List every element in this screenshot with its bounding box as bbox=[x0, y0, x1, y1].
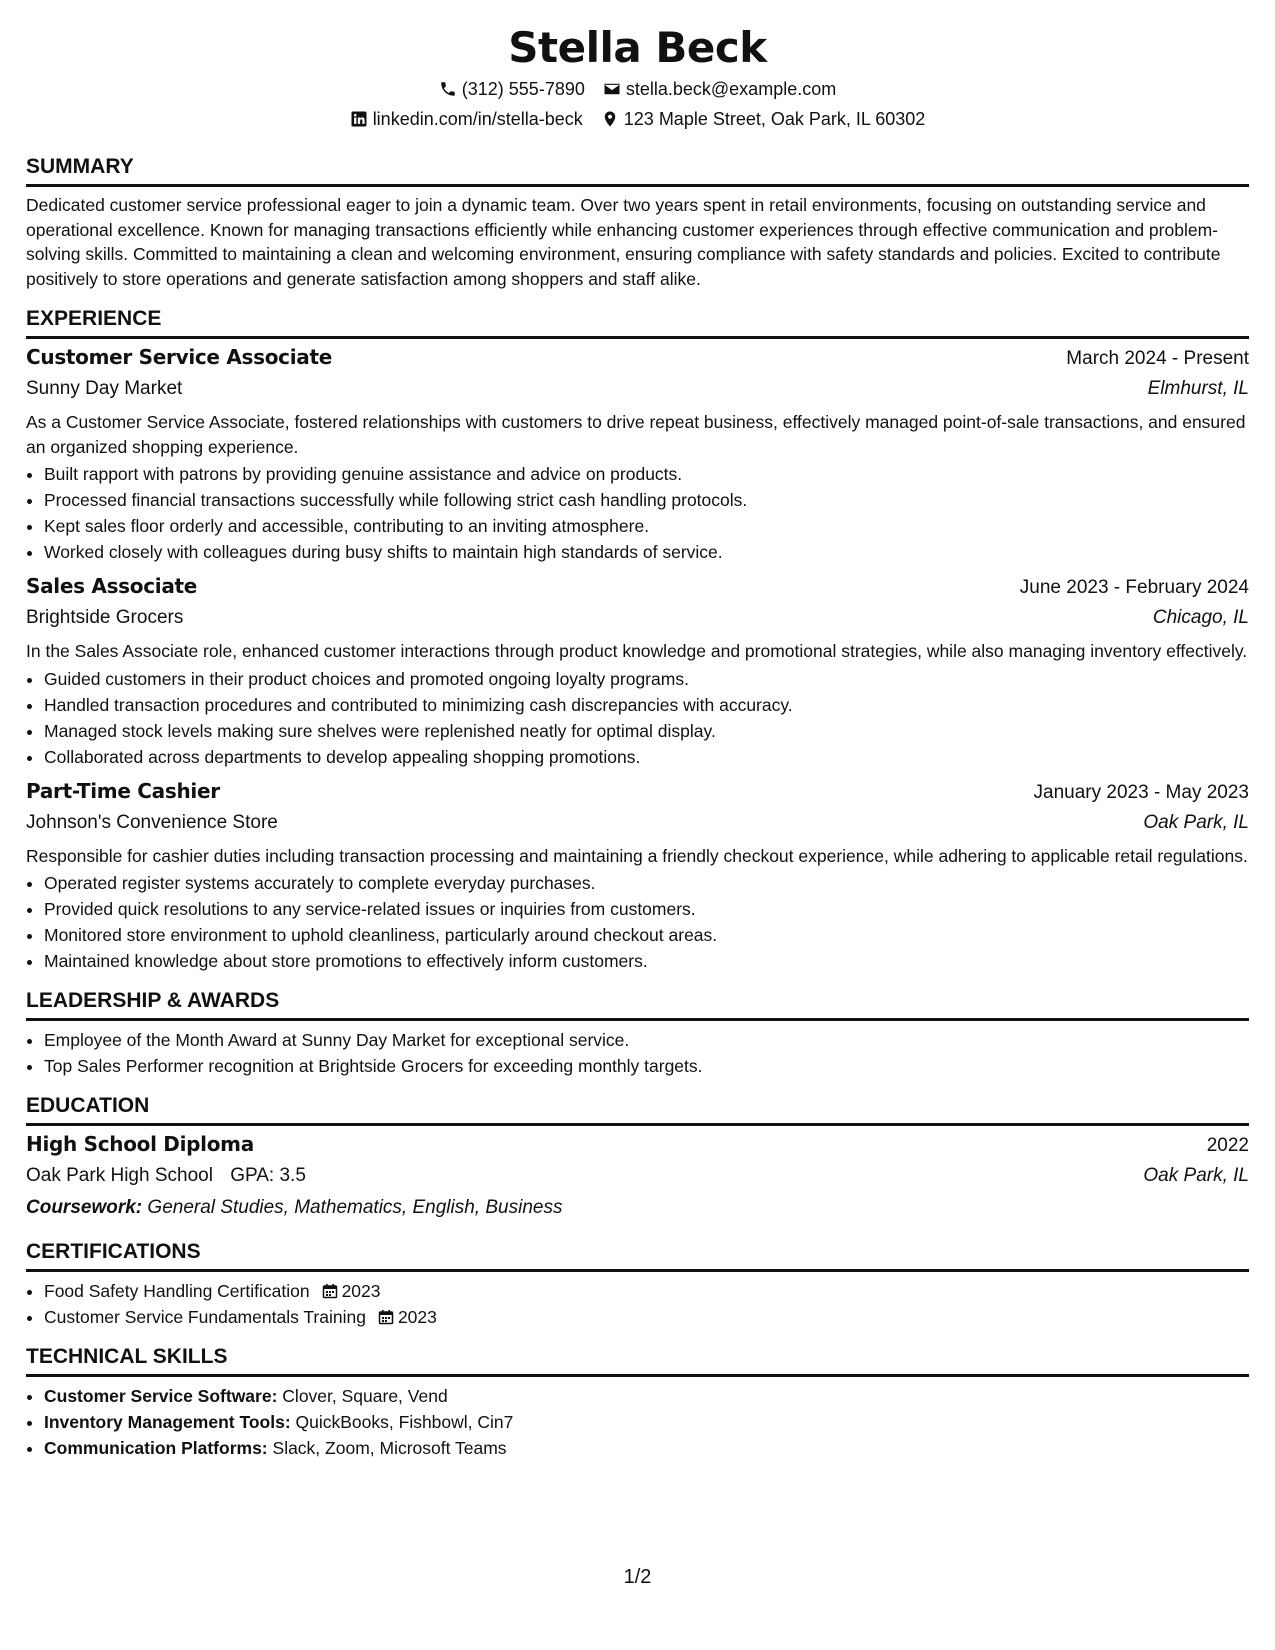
contact-row-2 bbox=[26, 104, 1249, 134]
email-contact[interactable] bbox=[603, 74, 836, 104]
school-location: Oak Park, IL bbox=[1143, 1165, 1249, 1186]
calendar-icon bbox=[378, 1309, 394, 1325]
list-item: • Kept sales floor orderly and accessible, contributing to an inviting atmosphere. bbox=[44, 513, 1249, 539]
section-title-summary: SUMMARY bbox=[26, 154, 1249, 187]
list-item: • Handled transaction procedures and contributed to minimizing cash discrepancies with accuracy. bbox=[44, 692, 1249, 718]
list-item: • Guided customers in their product choices and promoted ongoing loyalty programs. bbox=[44, 666, 1249, 692]
summary-text: Dedicated customer service professional eager to join a dynamic team. Over two years spent in retail environments, focusing on outstanding service and operational excellence. Known for managing transactions efficiently while enhancing customer experiences through effective communication and problem-solving skills. Committed to maintaining a clean and welcoming environment, ensuring compliance with safety standards and policies. Excited to contribute positively to store operations and generate satisfaction among shoppers and staff alike. bbox=[26, 195, 1221, 289]
job-location: Elmhurst, IL bbox=[1147, 378, 1249, 399]
phone-contact bbox=[439, 74, 585, 104]
list-item: • Monitored store environment to uphold cleanliness, particularly around checkout areas. bbox=[44, 922, 1249, 948]
job-entry bbox=[26, 574, 1249, 770]
job-location: Chicago, IL bbox=[1152, 607, 1249, 628]
envelope-icon bbox=[603, 80, 621, 98]
list-item: • Maintained knowledge about store promotions to effectively inform customers. bbox=[44, 948, 1249, 974]
certifications-section bbox=[26, 1239, 1249, 1330]
certification-name: Food Safety Handling Certification bbox=[44, 1281, 310, 1301]
job-dates: June 2023 - February 2024 bbox=[1019, 577, 1249, 598]
job-bullets bbox=[26, 461, 1249, 565]
job-bullets bbox=[26, 666, 1249, 770]
list-item: • Provided quick resolutions to any service-related issues or inquiries from customers. bbox=[44, 896, 1249, 922]
section-title-experience: EXPERIENCE bbox=[26, 306, 1249, 339]
job-title: Customer Service Associate bbox=[26, 345, 333, 369]
candidate-name: Stella Beck bbox=[508, 23, 767, 72]
job-entry bbox=[26, 345, 1249, 565]
email-address[interactable]: stella.beck@example.com bbox=[625, 79, 837, 99]
certification-year: 2023 bbox=[341, 1281, 381, 1301]
map-marker-icon bbox=[601, 110, 619, 128]
school-info bbox=[26, 1165, 306, 1189]
list-item: • Worked closely with colleagues during busy shifts to maintain high standards of service. bbox=[44, 539, 1249, 565]
gpa: GPA: 3.5 bbox=[230, 1165, 306, 1186]
list-item bbox=[44, 1435, 1249, 1461]
job-summary: As a Customer Service Associate, fostered relationships with customers to drive repeat business, effectively managed point-of-sale transactions, and ensured an organized shopping experience. bbox=[26, 412, 1246, 457]
skill-value: Slack, Zoom, Microsoft Teams bbox=[272, 1438, 507, 1458]
education-section bbox=[26, 1093, 1249, 1219]
skill-label: Customer Service Software: bbox=[44, 1386, 278, 1406]
job-bullets bbox=[26, 870, 1249, 974]
certification-name: Customer Service Fundamentals Training bbox=[44, 1307, 366, 1327]
job-dates: March 2024 - Present bbox=[1066, 348, 1249, 369]
awards-list bbox=[26, 1027, 1249, 1079]
job-title: Sales Associate bbox=[26, 574, 198, 598]
page-number: 1/2 bbox=[623, 1566, 652, 1588]
job-entry bbox=[26, 779, 1249, 975]
skills-section bbox=[26, 1344, 1249, 1461]
skill-value: Clover, Square, Vend bbox=[282, 1386, 448, 1406]
linkedin-url[interactable]: linkedin.com/in/stella-beck bbox=[372, 109, 583, 129]
list-item bbox=[44, 1304, 1249, 1330]
list-item bbox=[44, 1409, 1249, 1435]
contact-row-1 bbox=[26, 74, 1249, 104]
list-item bbox=[44, 1278, 1249, 1304]
experience-section bbox=[26, 306, 1249, 974]
job-location: Oak Park, IL bbox=[1143, 811, 1249, 833]
certifications-list bbox=[26, 1278, 1249, 1330]
degree-title: High School Diploma bbox=[26, 1132, 254, 1156]
phone-icon bbox=[439, 80, 457, 98]
linkedin-contact[interactable] bbox=[350, 104, 583, 134]
linkedin-icon bbox=[350, 110, 368, 128]
school-name: Oak Park High School bbox=[26, 1165, 213, 1186]
job-summary: In the Sales Associate role, enhanced customer interactions through product knowledge and promotional strategies, while also managing inventory effectively. bbox=[26, 641, 1248, 661]
section-title-awards: LEADERSHIP & AWARDS bbox=[26, 988, 1249, 1021]
list-item: • Built rapport with patrons by providing genuine assistance and advice on products. bbox=[44, 461, 1249, 487]
list-item: • Operated register systems accurately to complete everyday purchases. bbox=[44, 870, 1249, 896]
street-address: 123 Maple Street, Oak Park, IL 60302 bbox=[623, 109, 926, 129]
list-item: • Employee of the Month Award at Sunny Day Market for exceptional service. bbox=[44, 1027, 1249, 1053]
company-name: Johnson's Convenience Store bbox=[26, 811, 278, 833]
job-dates: January 2023 - May 2023 bbox=[1033, 781, 1249, 803]
certification-year: 2023 bbox=[397, 1307, 437, 1327]
section-title-certifications: CERTIFICATIONS bbox=[26, 1239, 1249, 1272]
section-title-education: EDUCATION bbox=[26, 1093, 1249, 1126]
summary-section bbox=[26, 154, 1249, 291]
coursework-list: General Studies, Mathematics, English, Business bbox=[147, 1197, 563, 1218]
phone-number: (312) 555-7890 bbox=[461, 79, 585, 99]
awards-section bbox=[26, 988, 1249, 1079]
list-item: • Collaborated across departments to develop appealing shopping promotions. bbox=[44, 744, 1249, 770]
company-name: Brightside Grocers bbox=[26, 607, 184, 628]
coursework-label: Coursework: bbox=[26, 1197, 143, 1218]
list-item: • Processed financial transactions successfully while following strict cash handling protocols. bbox=[44, 487, 1249, 513]
resume-page bbox=[26, 0, 1249, 1461]
graduation-year: 2022 bbox=[1206, 1135, 1249, 1156]
job-summary: Responsible for cashier duties including transaction processing and maintaining a friendly checkout experience, while adhering to applicable retail regulations. bbox=[26, 845, 1248, 866]
skill-label: Inventory Management Tools: bbox=[44, 1412, 291, 1432]
skill-value: QuickBooks, Fishbowl, Cin7 bbox=[295, 1412, 514, 1432]
list-item: • Top Sales Performer recognition at Brightside Grocers for exceeding monthly targets. bbox=[44, 1053, 1249, 1079]
list-item: • Managed stock levels making sure shelves were replenished neatly for optimal display. bbox=[44, 718, 1249, 744]
calendar-icon bbox=[322, 1283, 338, 1299]
job-title: Part-Time Cashier bbox=[26, 778, 220, 803]
company-name: Sunny Day Market bbox=[26, 378, 183, 399]
coursework bbox=[26, 1197, 1249, 1219]
address-contact bbox=[601, 104, 926, 134]
section-title-skills: TECHNICAL SKILLS bbox=[26, 1344, 1249, 1377]
skills-list bbox=[26, 1383, 1249, 1461]
list-item bbox=[44, 1383, 1249, 1409]
skill-label: Communication Platforms: bbox=[44, 1438, 268, 1458]
